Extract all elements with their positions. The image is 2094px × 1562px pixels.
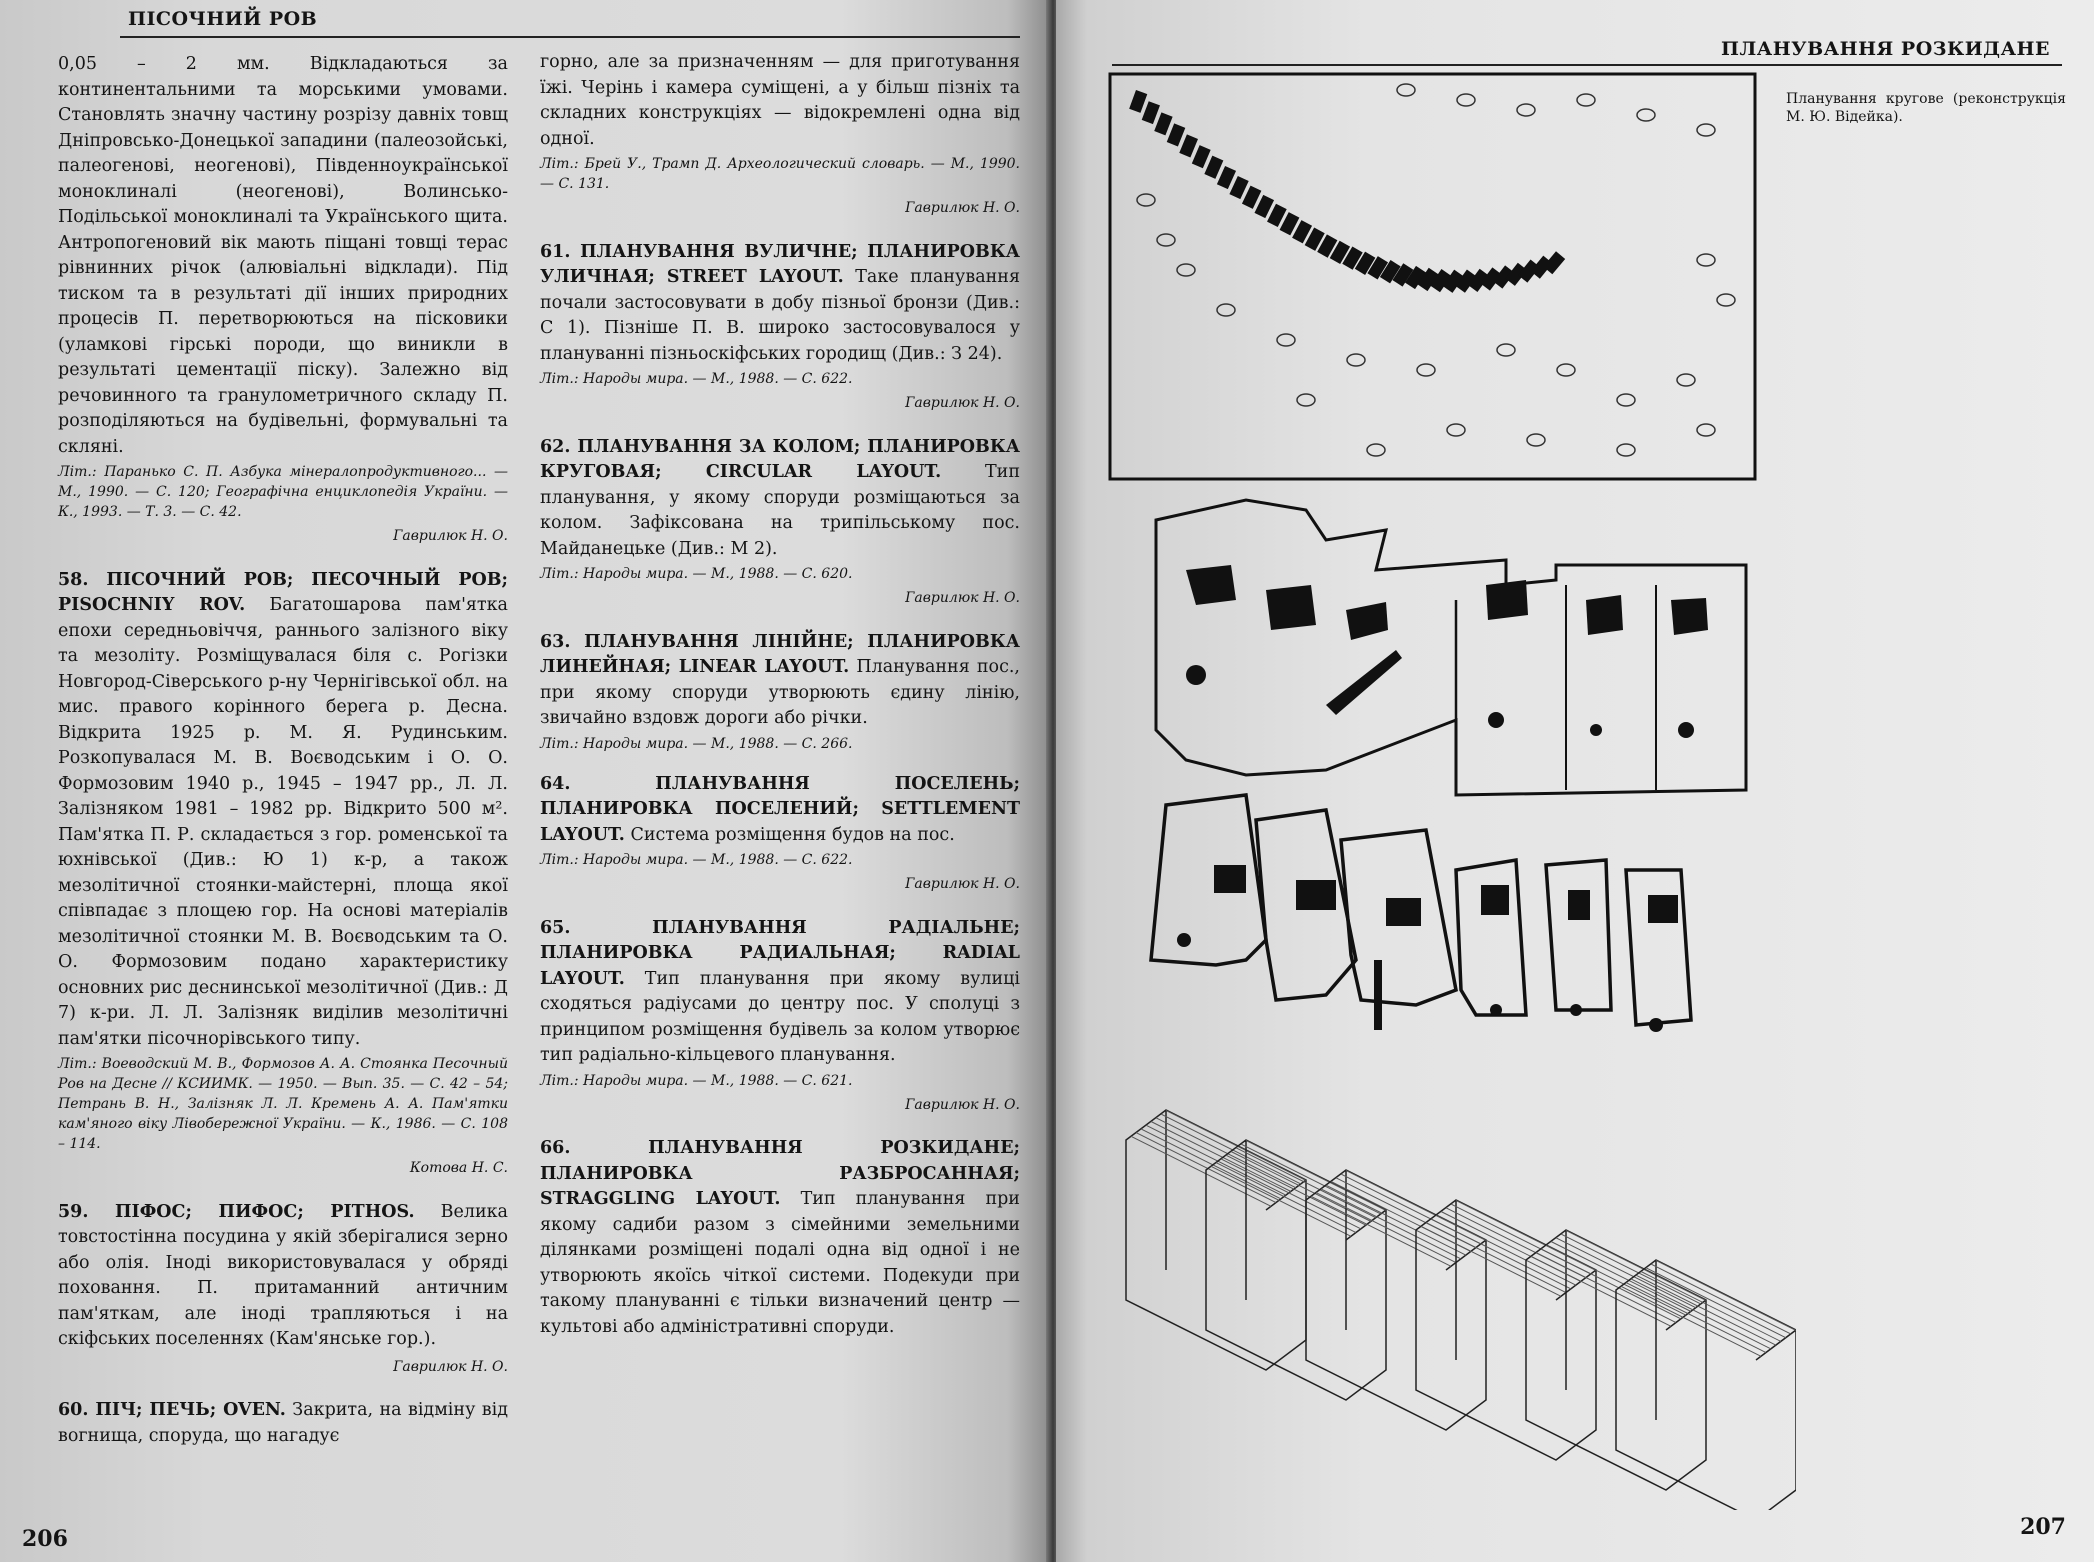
house-outline-marker [1497, 344, 1515, 356]
entry-author: Котова Н. С. [409, 1160, 508, 1176]
entry-continued [58, 52, 508, 550]
entry-headword: 66. ПЛАНУВАННЯ РОЗКИДАНЕ; ПЛАНИРОВКА РАЗБРОСАННАЯ; STRAGGLING LAYOUT. [540, 1138, 1020, 1209]
entry-text: Закрита, на відміну від вогнища, споруда, що нагадує [58, 1400, 508, 1446]
page-number-right: 207 [2020, 1514, 2066, 1540]
entry-text: Тип планування, у якому споруди розміщаються за колом. Зафіксована на трипільському пос. Майданецьке (Див.: М 2). [540, 462, 1020, 559]
house-outline-marker [1457, 94, 1475, 106]
house-outline-marker [1297, 394, 1315, 406]
entry-headword: 58. ПІСОЧНИЙ РОВ; ПЕСОЧНЫЙ РОВ; PISOCHNIY ROV. [58, 569, 508, 615]
house-outline-marker [1577, 94, 1595, 106]
entry-text: Тип планування при якому вулиці сходяться радіусами до центру пос. У сполуці з принципом розміщення будівель за колом утворює тип радіально-кільцевого планування. [540, 968, 1020, 1065]
entry-body [540, 435, 1020, 563]
house-outline-marker [1517, 104, 1535, 116]
house-outline-marker [1277, 334, 1295, 346]
header-rule-right [1112, 64, 2062, 66]
entry-59 [58, 1200, 508, 1381]
running-head-right: ПЛАНУВАННЯ РОЗКИДАНЕ [1721, 38, 2050, 60]
house-outline-marker [1677, 374, 1695, 386]
circular-layout-plan-figure [1106, 70, 1806, 490]
entry-literature: Літ.: Брей У., Трамп Д. Археологический словарь. — М., 1990. — С. 131. [540, 156, 1020, 192]
entry-headword: 60. ПІЧ; ПЕЧЬ; OVEN. [58, 1400, 286, 1420]
entry-headword: 59. ПІФОС; ПИФОС; PITHOS. [58, 1201, 415, 1222]
entry-body [540, 240, 1020, 368]
entry-body [58, 568, 508, 1053]
house-outline-marker [1697, 424, 1715, 436]
running-head-left: ПІСОЧНИЙ РОВ [128, 8, 318, 30]
entry-literature: Літ.: Народы мира. — М., 1988. — С. 621. [540, 1072, 853, 1089]
house-outline-marker [1347, 354, 1365, 366]
entry-literature: Літ.: Народы мира. — М., 1988. — С. 620. [540, 566, 853, 582]
entry-body [540, 772, 1020, 849]
entry-author: Гаврилюк Н. О. [393, 1358, 508, 1375]
house-outline-marker [1697, 254, 1715, 266]
entry-63 [540, 630, 1020, 754]
house-outline-marker [1637, 109, 1655, 121]
entry-text: Велика товстостінна посудина у якій зберігалися зерно або олія. Іноді використовувалася у обряді поховання. П. притаманний античним пам'яткам, але іноді трапляються і на скіфських поселеннях (Кам'янське гор.). [58, 1201, 508, 1349]
entry-author: Гаврилюк Н. О. [905, 590, 1020, 606]
house-outline-marker [1717, 294, 1735, 306]
page-number-left: 206 [22, 1526, 68, 1552]
right-page [1056, 0, 2094, 1562]
entry-text: Багатошарова пам'ятка епохи середньовіччя, раннього залізного віку та мезоліту. Розміщувалася біля с. Рогізки Новгород-Сіверського р-ну Чернігівської обл. на мис. правого корінного берега р. Десна. Відкрита 1925 р. М. Я. Рудинським. Розкопувалася М. В. Воєводським і О. О. Формозовим 1940 р., 1945 – 1947 рр., Л. Л. Залізняком 1981 – 1982 рр. Відкрито 500 м². Пам'ятка П. Р. складається з гор. роменської та юхнівської (Див.: Ю 1) к-р, а також мезолітичної стоянки-майстерні, площа якої співпадає з площею гор. На основі матеріалів мезолітичної стоянки М. В. Воєводським та О. О. Формозовим подано характеристику основних рис деснинської мезолітичної (Див.: Д 7) к-ри. Л. Л. Залізняк виділив мезолітичні пам'ятки пісочнорівського типу. [58, 595, 508, 1049]
long-house [1206, 1140, 1386, 1400]
entry-body [540, 916, 1020, 1069]
entry-62 [540, 435, 1020, 612]
dwelling-plan-figure [1126, 490, 1826, 800]
house-marker [1154, 112, 1172, 135]
left-column-2 [540, 50, 1020, 1358]
entry-author: Гаврилюк Н. О. [905, 1096, 1020, 1113]
house-outline-marker [1397, 84, 1415, 96]
entry-body [58, 52, 508, 460]
entry-headword: 64. ПЛАНУВАННЯ ПОСЕЛЕНЬ; ПЛАНИРОВКА ПОСЕЛЕНИЙ; SETTLEMENT LAYOUT. [540, 773, 1020, 845]
figure-caption: Планування кругове (реконструкція М. Ю. Відейка). [1786, 91, 2066, 125]
entry-literature: Літ.: Народы мира. — М., 1988. — С. 266. [540, 735, 853, 752]
long-houses-sketch [1126, 1110, 1796, 1510]
left-column-1 [58, 52, 508, 1467]
interior-features [1177, 865, 1678, 1032]
entry-body [58, 1398, 508, 1449]
house-marker [1167, 123, 1186, 146]
entry-64 [540, 772, 1020, 898]
house-markers-outline [1137, 84, 1735, 456]
houses-reconstruction-figure [1096, 1100, 1796, 1510]
house-outline-marker [1617, 444, 1635, 456]
entry-author: Гаврилюк Н. О. [905, 395, 1020, 411]
house-outline-marker [1527, 434, 1545, 446]
dwelling-outline [1156, 500, 1746, 795]
hearth-markers [1186, 565, 1708, 738]
entry-65 [540, 916, 1020, 1119]
entry-headword: 61. ПЛАНУВАННЯ ВУЛИЧНЕ; ПЛАНИРОВКА УЛИЧНАЯ; STREET LAYOUT. [540, 241, 1020, 287]
house-outline-marker [1557, 364, 1575, 376]
house-outline-marker [1697, 124, 1715, 136]
reconstructed-plan-figure [1126, 790, 1826, 1080]
entry-literature: Літ.: Воеводский М. В., Формозов А. А. Стоянка Песочный Ров на Десне // КСИИМК. — 1950. — Вып. 35. — С. 42 – 54; Петрань В. Н., Залізняк Л. Л. Кремень А. А. Пам'ятки кам'яного віку Лівобережної України. — К., 1986. — С. 108 – 114. [58, 1056, 508, 1152]
house-marker [1142, 101, 1160, 124]
entry-author: Гаврилюк Н. О. [905, 200, 1020, 216]
house-marker [1217, 166, 1236, 189]
entry-body [540, 50, 1020, 152]
house-marker [1543, 251, 1565, 274]
entry-literature: Літ.: Народы мира. — М., 1988. — С. 622. [540, 371, 853, 387]
entry-body [540, 1136, 1020, 1340]
house-outline-marker [1417, 364, 1435, 376]
long-house [1416, 1200, 1596, 1460]
house-outline-marker [1177, 264, 1195, 276]
entry-61 [540, 240, 1020, 417]
header-rule-left [120, 36, 1020, 38]
house-markers-dark [1129, 90, 1565, 293]
house-outline-marker [1367, 444, 1385, 456]
entry-text: Планування пос., при якому споруди утворюють єдину лінію, звичайно вздовж дороги або річки. [540, 657, 1020, 728]
entry-literature: Літ.: Паранько С. П. Азбука мінералопродуктивного... — М., 1990. — С. 120; Географічна енциклопедія України. — К., 1993. — Т. 3. — С. 42. [58, 464, 508, 520]
entry-headword: 63. ПЛАНУВАННЯ ЛІНІЙНЕ; ПЛАНИРОВКА ЛИНЕЙНАЯ; LINEAR LAYOUT. [540, 631, 1020, 677]
entry-text: 0,05 – 2 мм. Відкладаються за континентальними та морськими умовами. Становлять значну частину розрізу давніх товщ Дніпровсько-Донецької западини (палеозойські, палеогенові, неогенові), Південноукраїнської моноклиналі (неогенові), Волинсько-Подільської моноклиналі та Українського щита. Антропогеновий вік мають піщані товщі терас рівнинних річок (алювіальні відклади). Під тиском та в результаті дії інших природних процесів П. перетворюються на пісковики (уламкові гірські породи, що виникли в результаті цементації піску). Залежно від речовинного та гранулометричного складу П. розподіляються на будівельні, формувальні та скляні. [58, 54, 508, 457]
entry-text: Таке планування почали застосовувати в добу пізньої бронзи (Див.: С 1). Пізніше П. В. широко застосовувалося у плануванні пізньоскіфських городищ (Див.: З 24). [540, 267, 1020, 364]
house-marker [1179, 134, 1198, 157]
house-marker [1204, 156, 1223, 179]
entry-author: Гаврилюк Н. О. [393, 528, 508, 544]
entry-66 [540, 1136, 1020, 1340]
entry-text: Тип планування при якому садиби разом з сімейними земельними ділянками розміщені подалі одна від одної і не утворюють якоїсь чіткої системи. Подекуди при такому плануванні є тільки визначений центр — культові або адміністративні споруди. [540, 1189, 1020, 1337]
entry-author: Гаврилюк Н. О. [905, 876, 1020, 892]
entry-headword: 62. ПЛАНУВАННЯ ЗА КОЛОМ; ПЛАНИРОВКА КРУГОВАЯ; CIRCULAR LAYOUT. [540, 436, 1020, 482]
entry-body [540, 630, 1020, 732]
entry-continued-2 [540, 50, 1020, 222]
entry-58 [58, 568, 508, 1182]
house-outline-marker [1217, 304, 1235, 316]
entry-literature: Літ.: Народы мира. — М., 1988. — С. 622. [540, 852, 853, 868]
entry-headword: 65. ПЛАНУВАННЯ РАДІАЛЬНЕ; ПЛАНИРОВКА РАДИАЛЬНАЯ; RADIAL LAYOUT. [540, 917, 1020, 989]
entry-text: горно, але за призначенням — для приготування їжі. Черінь і камера суміщені, а у більш пізніх та складних конструкціях — відокремлені одна від одної. [540, 52, 1020, 149]
entry-text: Система розміщення будов на пос. [630, 824, 955, 845]
house-marker [1129, 90, 1147, 113]
house-outline-marker [1447, 424, 1465, 436]
long-house [1126, 1110, 1306, 1370]
entry-60 [58, 1398, 508, 1449]
house-marker [1192, 145, 1211, 168]
house-outline-marker [1157, 234, 1175, 246]
house-outline-marker [1137, 194, 1155, 206]
entry-body [58, 1200, 508, 1353]
house-outline-marker [1617, 394, 1635, 406]
